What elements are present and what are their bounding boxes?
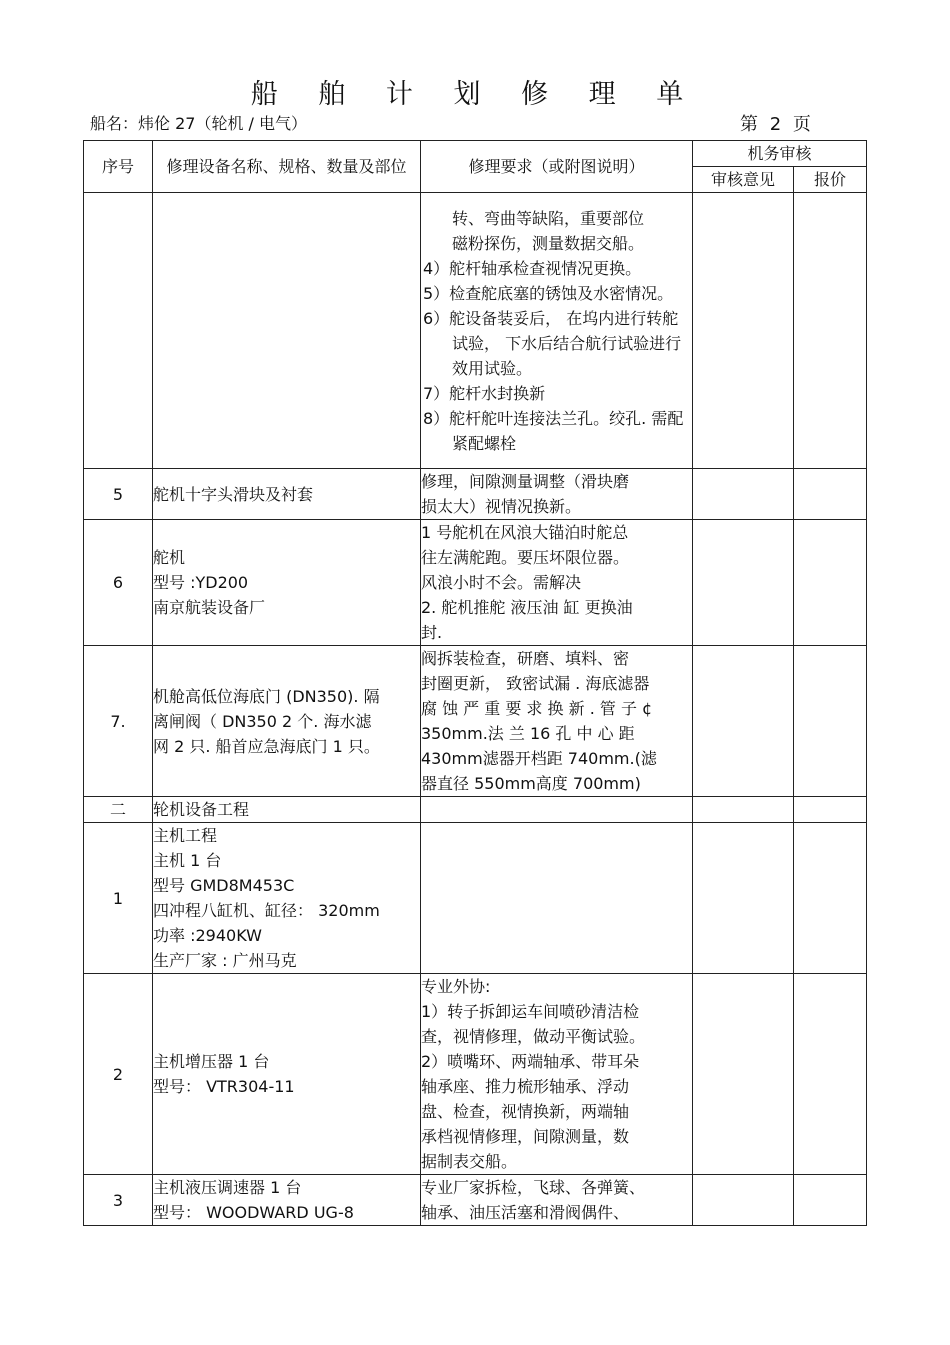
header-equipment: 修理设备名称、规格、数量及部位: [153, 141, 421, 193]
row-no: 6: [84, 520, 153, 646]
header-quote: 报价: [794, 167, 867, 193]
row-quote: [794, 797, 867, 823]
row-quote: [794, 469, 867, 520]
page-number: 第 2 页: [740, 114, 814, 135]
row-no: 1: [84, 823, 153, 974]
row-equipment: 主机增压器 1 台 型号： VTR304-11: [153, 974, 421, 1175]
table-row: [84, 646, 867, 797]
row-no: 3: [84, 1175, 153, 1226]
row-audit-opinion: [693, 1175, 794, 1226]
row-requirement: [421, 193, 693, 469]
table-row: [84, 974, 867, 1175]
table-row: [84, 520, 867, 646]
header-no: 序号: [84, 141, 153, 193]
row-quote: [794, 974, 867, 1175]
table-body: [84, 193, 867, 1226]
req-item: 8）舵杆舵叶连接法兰孔。绞孔. 需配紧配螺栓: [423, 408, 684, 453]
row-quote: [794, 646, 867, 797]
page-title: 船 舶 计 划 修 理 单: [250, 79, 700, 110]
req-line: 转、弯曲等缺陷，重要部位: [452, 208, 645, 228]
ship-name: 船名：炜伦 27（轮机 / 电气）: [90, 114, 308, 133]
header-requirement: 修理要求（或附图说明）: [421, 141, 693, 193]
row-no: 7.: [84, 646, 153, 797]
row-requirement: 专业厂家拆检，飞球、各弹簧、 轴承、油压活塞和滑阀偶件、: [421, 1175, 693, 1226]
row-equipment: 主机工程 主机 1 台 型号 GMD8M453C 四冲程八缸机、缸径： 320mm 功率 :2940KW 生产厂家 : 广州马克: [153, 823, 421, 974]
row-equipment: 主机液压调速器 1 台 型号： WOODWARD UG-8: [153, 1175, 421, 1226]
row-equipment: 轮机设备工程: [153, 797, 421, 823]
row-requirement: [421, 823, 693, 974]
row-audit-opinion: [693, 520, 794, 646]
row-requirement: 阀拆装检查，研磨、填料、密 封圈更新， 致密试漏 . 海底滤器 腐 蚀 严 重 要 求 换 新 . 管 子 ¢ 350mm.法 兰 16 孔 中 心 距 430mm滤器开档距 740mm.(滤 器直径 550mm高度 700mm): [421, 646, 693, 797]
repair-table: [83, 140, 867, 1226]
req-item: 5）检查舵底塞的锈蚀及水密情况。: [423, 283, 674, 303]
row-audit-opinion: [693, 469, 794, 520]
req-item: 7）舵杆水封换新: [423, 383, 546, 403]
row-requirement: 1 号舵机在风浪大锚泊时舵总 往左满舵跑。要压坏限位器。 风浪小时不会。需解决 2. 舵机推舵 液压油 缸 更换油 封.: [421, 520, 693, 646]
row-audit-opinion: [693, 193, 794, 469]
row-no: [84, 193, 153, 469]
row-equipment: [153, 193, 421, 469]
row-quote: [794, 823, 867, 974]
row-equipment: 舵机十字头滑块及衬套: [153, 469, 421, 520]
row-audit-opinion: [693, 797, 794, 823]
row-audit-opinion: [693, 974, 794, 1175]
row-quote: [794, 520, 867, 646]
row-no: 5: [84, 469, 153, 520]
table-row: [84, 193, 867, 469]
table-row: [84, 823, 867, 974]
row-audit-opinion: [693, 823, 794, 974]
row-audit-opinion: [693, 646, 794, 797]
row-no: 二: [84, 797, 153, 823]
req-line: 磁粉探伤，测量数据交船。: [452, 233, 645, 253]
table-row: [84, 797, 867, 823]
req-item: 6）舵设备装妥后， 在坞内进行转舵试验， 下水后结合航行试验进行效用试验。: [423, 308, 682, 378]
row-quote: [794, 193, 867, 469]
row-no: 2: [84, 974, 153, 1175]
table-row: [84, 469, 867, 520]
header-audit-opinion: 审核意见: [693, 167, 794, 193]
row-quote: [794, 1175, 867, 1226]
table-row: [84, 1175, 867, 1226]
header-audit: 机务审核: [693, 141, 867, 167]
row-requirement: [421, 797, 693, 823]
req-item: 4）舵杆轴承检查视情况更换。: [423, 258, 642, 278]
row-equipment: 机舱高低位海底门 (DN350). 隔 离闸阀（ DN350 2 个. 海水滤 网 2 只. 船首应急海底门 1 只。: [153, 646, 421, 797]
row-equipment: 舵机 型号 :YD200 南京航装设备厂: [153, 520, 421, 646]
row-requirement: 专业外协: 1）转子拆卸运车间喷砂清洁检 查，视情修理，做动平衡试验。 2）喷嘴环、两端轴承、带耳朵 轴承座、推力梳形轴承、浮动 盘、检查，视情换新，两端轴 承档视情修理，间隙测量，数 据制表交船。: [421, 974, 693, 1175]
row-requirement: 修理，间隙测量调整（滑块磨 损太大）视情况换新。: [421, 469, 693, 520]
